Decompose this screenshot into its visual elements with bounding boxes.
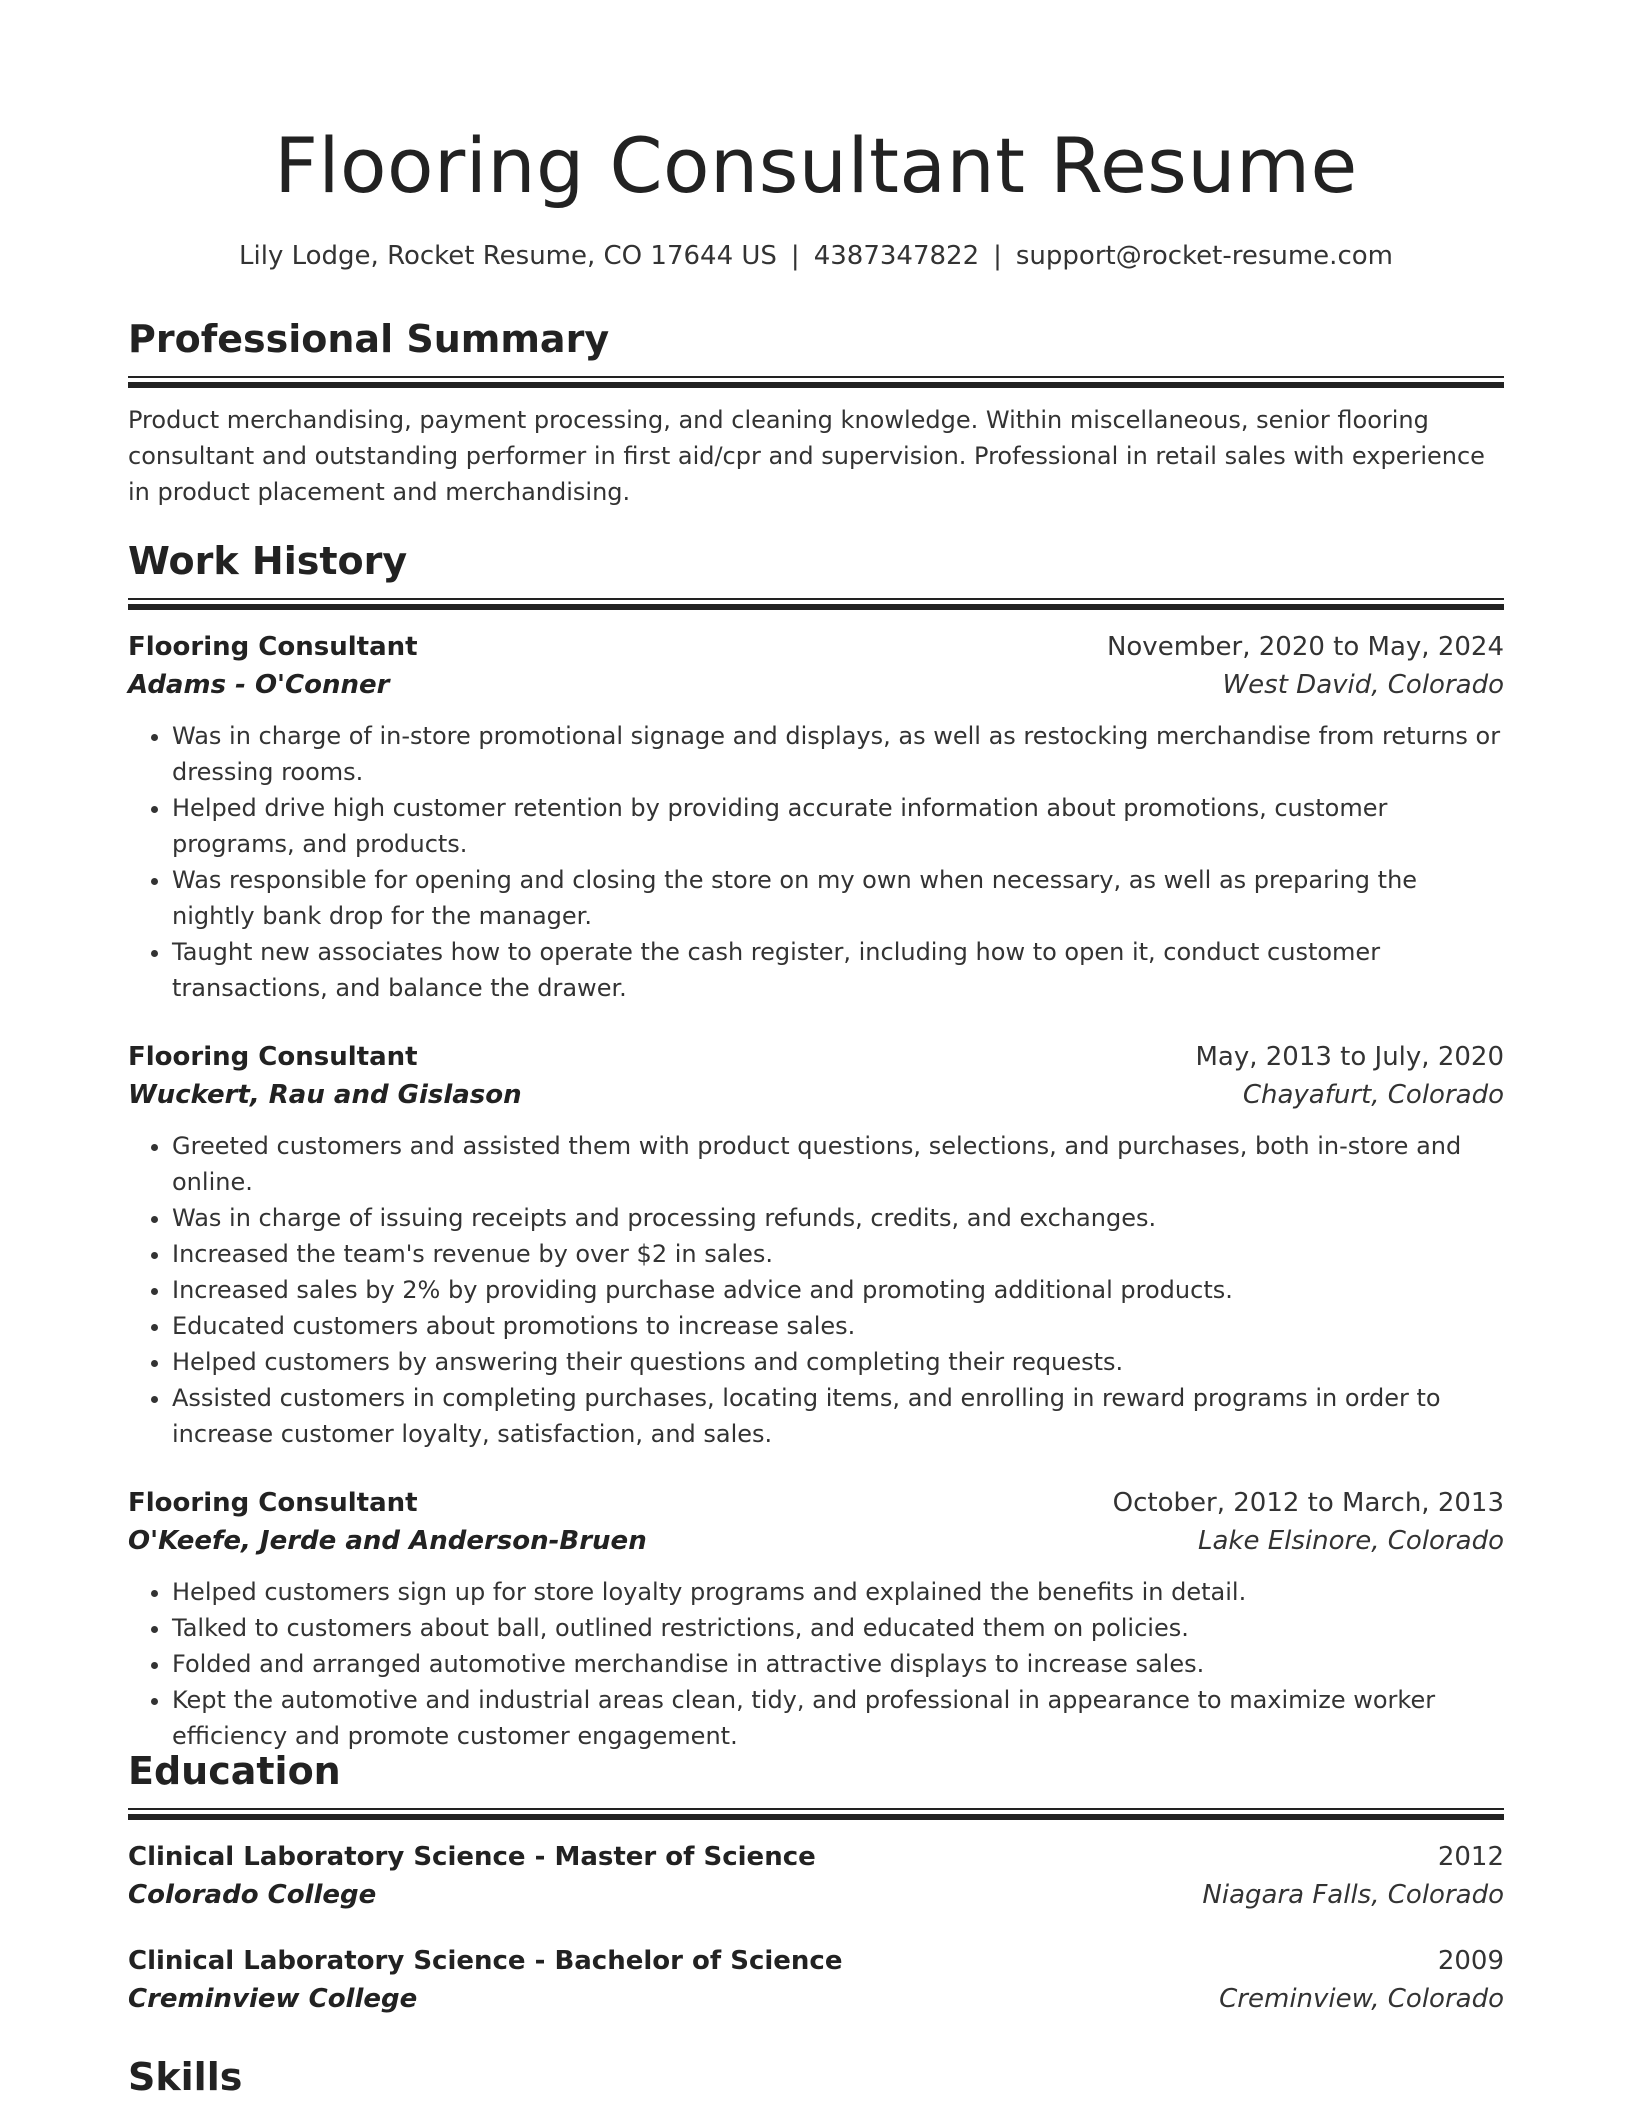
job-bullet: • Kept the automotive and industrial areas clean, tidy, and professional in appearance to maximize worker efficiency and promote customer engagement. bbox=[172, 1682, 1504, 1754]
job-bullet: • Increased the team's revenue by over $2 in sales. bbox=[172, 1236, 1504, 1272]
job-entry bbox=[128, 628, 1504, 1006]
contact-address: Lily Lodge, Rocket Resume, CO 17644 US bbox=[239, 241, 777, 271]
job-location: Lake Elsinore, Colorado bbox=[1198, 1526, 1504, 1556]
job-bullet: • Was responsible for opening and closing the store on my own when necessary, as well as preparing the nightly bank drop for the manager. bbox=[172, 862, 1504, 934]
job-dates: November, 2020 to May, 2024 bbox=[1106, 632, 1504, 662]
job-dates: May, 2013 to July, 2020 bbox=[1195, 1042, 1504, 1072]
skills-heading: Skills bbox=[128, 2055, 243, 2099]
job-bullet: • Helped drive high customer retention by providing accurate information about promotions, customer programs, and products. bbox=[172, 790, 1504, 862]
job-bullet: • Increased sales by 2% by providing purchase advice and promoting additional products. bbox=[172, 1272, 1504, 1308]
education-entry bbox=[128, 1838, 1504, 1914]
school-location: Niagara Falls, Colorado bbox=[1202, 1880, 1504, 1910]
section-divider bbox=[128, 1808, 1504, 1820]
job-entry bbox=[128, 1038, 1504, 1452]
job-bullet: • Was in charge of issuing receipts and processing refunds, credits, and exchanges. bbox=[172, 1200, 1504, 1236]
job-bullets bbox=[128, 1574, 1504, 1754]
job-entry bbox=[128, 1484, 1504, 1754]
job-bullet: • Helped customers sign up for store loyalty programs and explained the benefits in detail. bbox=[172, 1574, 1504, 1610]
job-company: O'Keefe, Jerde and Anderson-Bruen bbox=[128, 1526, 647, 1556]
work-history-section bbox=[128, 536, 1504, 1754]
job-location: Chayafurt, Colorado bbox=[1242, 1080, 1504, 1110]
resume-title: Flooring Consultant Resume bbox=[274, 121, 1358, 210]
graduation-year: 2012 bbox=[1437, 1842, 1504, 1872]
degree: Clinical Laboratory Science - Bachelor of Science bbox=[128, 1946, 843, 1976]
summary-section bbox=[128, 314, 1504, 510]
summary-text: Product merchandising, payment processing, and cleaning knowledge. Within miscellaneous, senior flooring consultant and outstanding performer in first aid/cpr and supervision. Professional in retail sales with experience in product placement and merchandising. bbox=[128, 406, 1485, 506]
job-bullet: • Talked to customers about ball, outlined restrictions, and educated them on policies. bbox=[172, 1610, 1504, 1646]
education-entry bbox=[128, 1942, 1504, 2018]
job-bullet: • Folded and arranged automotive merchandise in attractive displays to increase sales. bbox=[172, 1646, 1504, 1682]
skills-section bbox=[128, 2052, 1504, 2102]
job-bullet: • Greeted customers and assisted them with product questions, selections, and purchases, both in-store and online. bbox=[172, 1128, 1504, 1200]
job-bullets bbox=[128, 1128, 1504, 1452]
school-name: Colorado College bbox=[128, 1880, 377, 1910]
job-bullet: • Educated customers about promotions to increase sales. bbox=[172, 1308, 1504, 1344]
job-bullet: • Was in charge of in-store promotional signage and displays, as well as restocking merchandise from returns or dressing rooms. bbox=[172, 718, 1504, 790]
job-bullets bbox=[128, 718, 1504, 1006]
job-company: Wuckert, Rau and Gislason bbox=[128, 1080, 522, 1110]
contact-line bbox=[128, 236, 1504, 276]
job-bullet: • Taught new associates how to operate the cash register, including how to open it, conduct customer transactions, and balance the drawer. bbox=[172, 934, 1504, 1006]
summary-heading: Professional Summary bbox=[128, 317, 610, 361]
education-heading: Education bbox=[128, 1749, 341, 1793]
graduation-year: 2009 bbox=[1437, 1946, 1504, 1976]
job-bullet: • Helped customers by answering their questions and completing their requests. bbox=[172, 1344, 1504, 1380]
job-title: Flooring Consultant bbox=[128, 1488, 418, 1518]
contact-phone[interactable]: 4387347822 bbox=[813, 241, 980, 271]
section-divider bbox=[128, 598, 1504, 610]
section-divider bbox=[128, 376, 1504, 388]
job-company: Adams - O'Conner bbox=[128, 670, 390, 700]
education-section bbox=[128, 1746, 1504, 2018]
job-bullet: • Assisted customers in completing purchases, locating items, and enrolling in reward programs in order to increase customer loyalty, satisfaction, and sales. bbox=[172, 1380, 1504, 1452]
job-title: Flooring Consultant bbox=[128, 632, 418, 662]
work-history-heading: Work History bbox=[128, 539, 408, 583]
contact-separator: | bbox=[993, 241, 1002, 271]
job-dates: October, 2012 to March, 2013 bbox=[1112, 1488, 1504, 1518]
job-title: Flooring Consultant bbox=[128, 1042, 418, 1072]
degree: Clinical Laboratory Science - Master of Science bbox=[128, 1842, 816, 1872]
contact-separator: | bbox=[790, 241, 800, 271]
school-name: Creminview College bbox=[128, 1984, 418, 2014]
contact-email[interactable]: support@rocket-resume.com bbox=[1015, 241, 1393, 271]
job-location: West David, Colorado bbox=[1222, 670, 1504, 700]
school-location: Creminview, Colorado bbox=[1219, 1984, 1504, 2014]
